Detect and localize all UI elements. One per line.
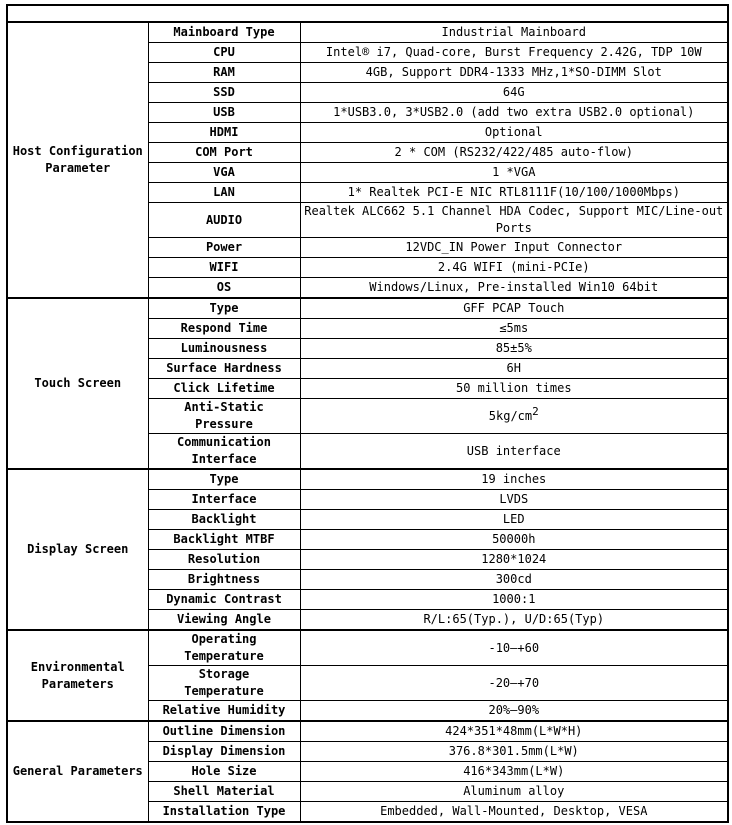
value-text: 6H (506, 361, 521, 375)
value-superscript: 2 (532, 404, 539, 418)
param-cell: Relative Humidity (148, 701, 300, 722)
value-cell (300, 469, 728, 490)
param-cell: Brightness (148, 570, 300, 590)
param-cell: Outline Dimension (148, 721, 300, 742)
param-cell: Operating Temperature (148, 630, 300, 666)
value-cell (300, 339, 728, 359)
category-cell: Display Screen (7, 469, 148, 630)
param-cell: Storage Temperature (148, 666, 300, 701)
value-cell (300, 762, 728, 782)
value-cell (300, 490, 728, 510)
value-text: ≤5ms (499, 321, 529, 335)
spec-table-body (7, 5, 728, 822)
table-row (7, 721, 728, 742)
value-text: 20%—90% (488, 703, 540, 717)
value-text: Intel® i7, Quad-core, Burst Frequency 2.42G, TDP 10W (325, 45, 702, 59)
value-text: 416*343mm(L*W) (463, 764, 565, 778)
value-text: 1000:1 (492, 592, 536, 606)
param-cell: Backlight (148, 510, 300, 530)
spec-table (6, 4, 729, 823)
value-text: Embedded, Wall-Mounted, Desktop, VESA (380, 804, 648, 818)
param-cell: WIFI (148, 258, 300, 278)
value-cell (300, 570, 728, 590)
value-cell (300, 510, 728, 530)
value-cell (300, 434, 728, 470)
value-text: 19 inches (481, 472, 547, 486)
table-row (7, 22, 728, 43)
value-cell (300, 103, 728, 123)
value-cell (300, 399, 728, 434)
category-cell: Host Configuration Parameter (7, 22, 148, 298)
param-cell: Dynamic Contrast (148, 590, 300, 610)
value-cell (300, 63, 728, 83)
value-cell (300, 238, 728, 258)
param-cell: Surface Hardness (148, 359, 300, 379)
param-cell: Type (148, 298, 300, 319)
value-cell (300, 630, 728, 666)
param-cell: Power (148, 238, 300, 258)
value-cell (300, 203, 728, 238)
category-cell: Touch Screen (7, 298, 148, 469)
param-cell: Luminousness (148, 339, 300, 359)
value-text: 2 * COM (RS232/422/485 auto-flow) (394, 145, 633, 159)
param-cell: Interface (148, 490, 300, 510)
param-cell: Click Lifetime (148, 379, 300, 399)
param-cell: Resolution (148, 550, 300, 570)
value-text: 1* Realtek PCI-E NIC RTL8111F(10/100/1000Mbps) (347, 185, 680, 199)
value-cell (300, 359, 728, 379)
empty-top-row (7, 5, 728, 22)
value-text: Realtek ALC662 5.1 Channel HDA Codec, Support MIC/Line-out Ports (304, 204, 724, 235)
table-row (7, 630, 728, 666)
value-cell (300, 550, 728, 570)
value-text: GFF PCAP Touch (463, 301, 565, 315)
value-text: LVDS (499, 492, 529, 506)
value-text: 1*USB3.0, 3*USB2.0 (add two extra USB2.0 optional) (333, 105, 695, 119)
value-text: Aluminum alloy (463, 784, 565, 798)
value-text: Windows/Linux, Pre-installed Win10 64bit (369, 280, 659, 294)
value-cell (300, 22, 728, 43)
value-text: 376.8*301.5mm(L*W) (448, 744, 579, 758)
table-row (7, 298, 728, 319)
value-text: -20—+70 (488, 675, 540, 690)
value-text: Industrial Mainboard (441, 25, 587, 39)
param-cell: Anti-Static Pressure (148, 399, 300, 434)
value-text: 12VDC_IN Power Input Connector (405, 240, 623, 254)
value-cell (300, 721, 728, 742)
value-cell (300, 123, 728, 143)
param-cell: Mainboard Type (148, 22, 300, 43)
value-cell (300, 590, 728, 610)
param-cell: Respond Time (148, 319, 300, 339)
value-text: USB interface (466, 443, 561, 458)
value-cell (300, 530, 728, 550)
value-text: 50 million times (455, 381, 572, 395)
value-cell (300, 298, 728, 319)
param-cell: COM Port (148, 143, 300, 163)
value-cell (300, 43, 728, 63)
value-text: -10—+60 (488, 640, 540, 655)
empty-top-cell (7, 5, 728, 22)
value-cell (300, 666, 728, 701)
value-text: 5kg/cm (488, 408, 533, 423)
value-cell (300, 83, 728, 103)
value-cell (300, 258, 728, 278)
param-cell: CPU (148, 43, 300, 63)
value-text: 300cd (495, 572, 532, 586)
value-text: LED (502, 512, 525, 526)
spec-sheet (6, 4, 729, 823)
value-cell (300, 742, 728, 762)
param-cell: SSD (148, 83, 300, 103)
value-text: 424*351*48mm(L*W*H) (445, 724, 583, 738)
param-cell: Installation Type (148, 802, 300, 823)
value-cell (300, 319, 728, 339)
param-cell: USB (148, 103, 300, 123)
value-cell (300, 610, 728, 631)
value-cell (300, 183, 728, 203)
value-cell (300, 163, 728, 183)
value-cell (300, 782, 728, 802)
param-cell: Type (148, 469, 300, 490)
param-cell: Backlight MTBF (148, 530, 300, 550)
param-cell: Communication Interface (148, 434, 300, 470)
value-cell (300, 278, 728, 299)
param-cell: Display Dimension (148, 742, 300, 762)
param-cell: RAM (148, 63, 300, 83)
value-text: Optional (484, 125, 543, 139)
value-text: R/L:65(Typ.), U/D:65(Typ) (423, 612, 605, 626)
value-text: 64G (502, 85, 525, 99)
param-cell: Viewing Angle (148, 610, 300, 631)
param-cell: Shell Material (148, 782, 300, 802)
param-cell: Hole Size (148, 762, 300, 782)
table-row (7, 469, 728, 490)
param-cell: OS (148, 278, 300, 299)
value-text: 4GB, Support DDR4-1333 MHz,1*SO-DIMM Slot (365, 65, 662, 79)
category-cell: Environmental Parameters (7, 630, 148, 721)
param-cell: VGA (148, 163, 300, 183)
value-cell (300, 143, 728, 163)
value-cell (300, 701, 728, 722)
param-cell: HDMI (148, 123, 300, 143)
value-text: 1 *VGA (492, 165, 536, 179)
param-cell: LAN (148, 183, 300, 203)
value-text: 50000h (492, 532, 536, 546)
param-cell: AUDIO (148, 203, 300, 238)
value-text: 85±5% (495, 341, 532, 355)
value-text: 1280*1024 (481, 552, 547, 566)
value-cell (300, 802, 728, 823)
category-cell: General Parameters (7, 721, 148, 822)
value-cell (300, 379, 728, 399)
value-text: 2.4G WIFI (mini-PCIe) (437, 260, 590, 274)
